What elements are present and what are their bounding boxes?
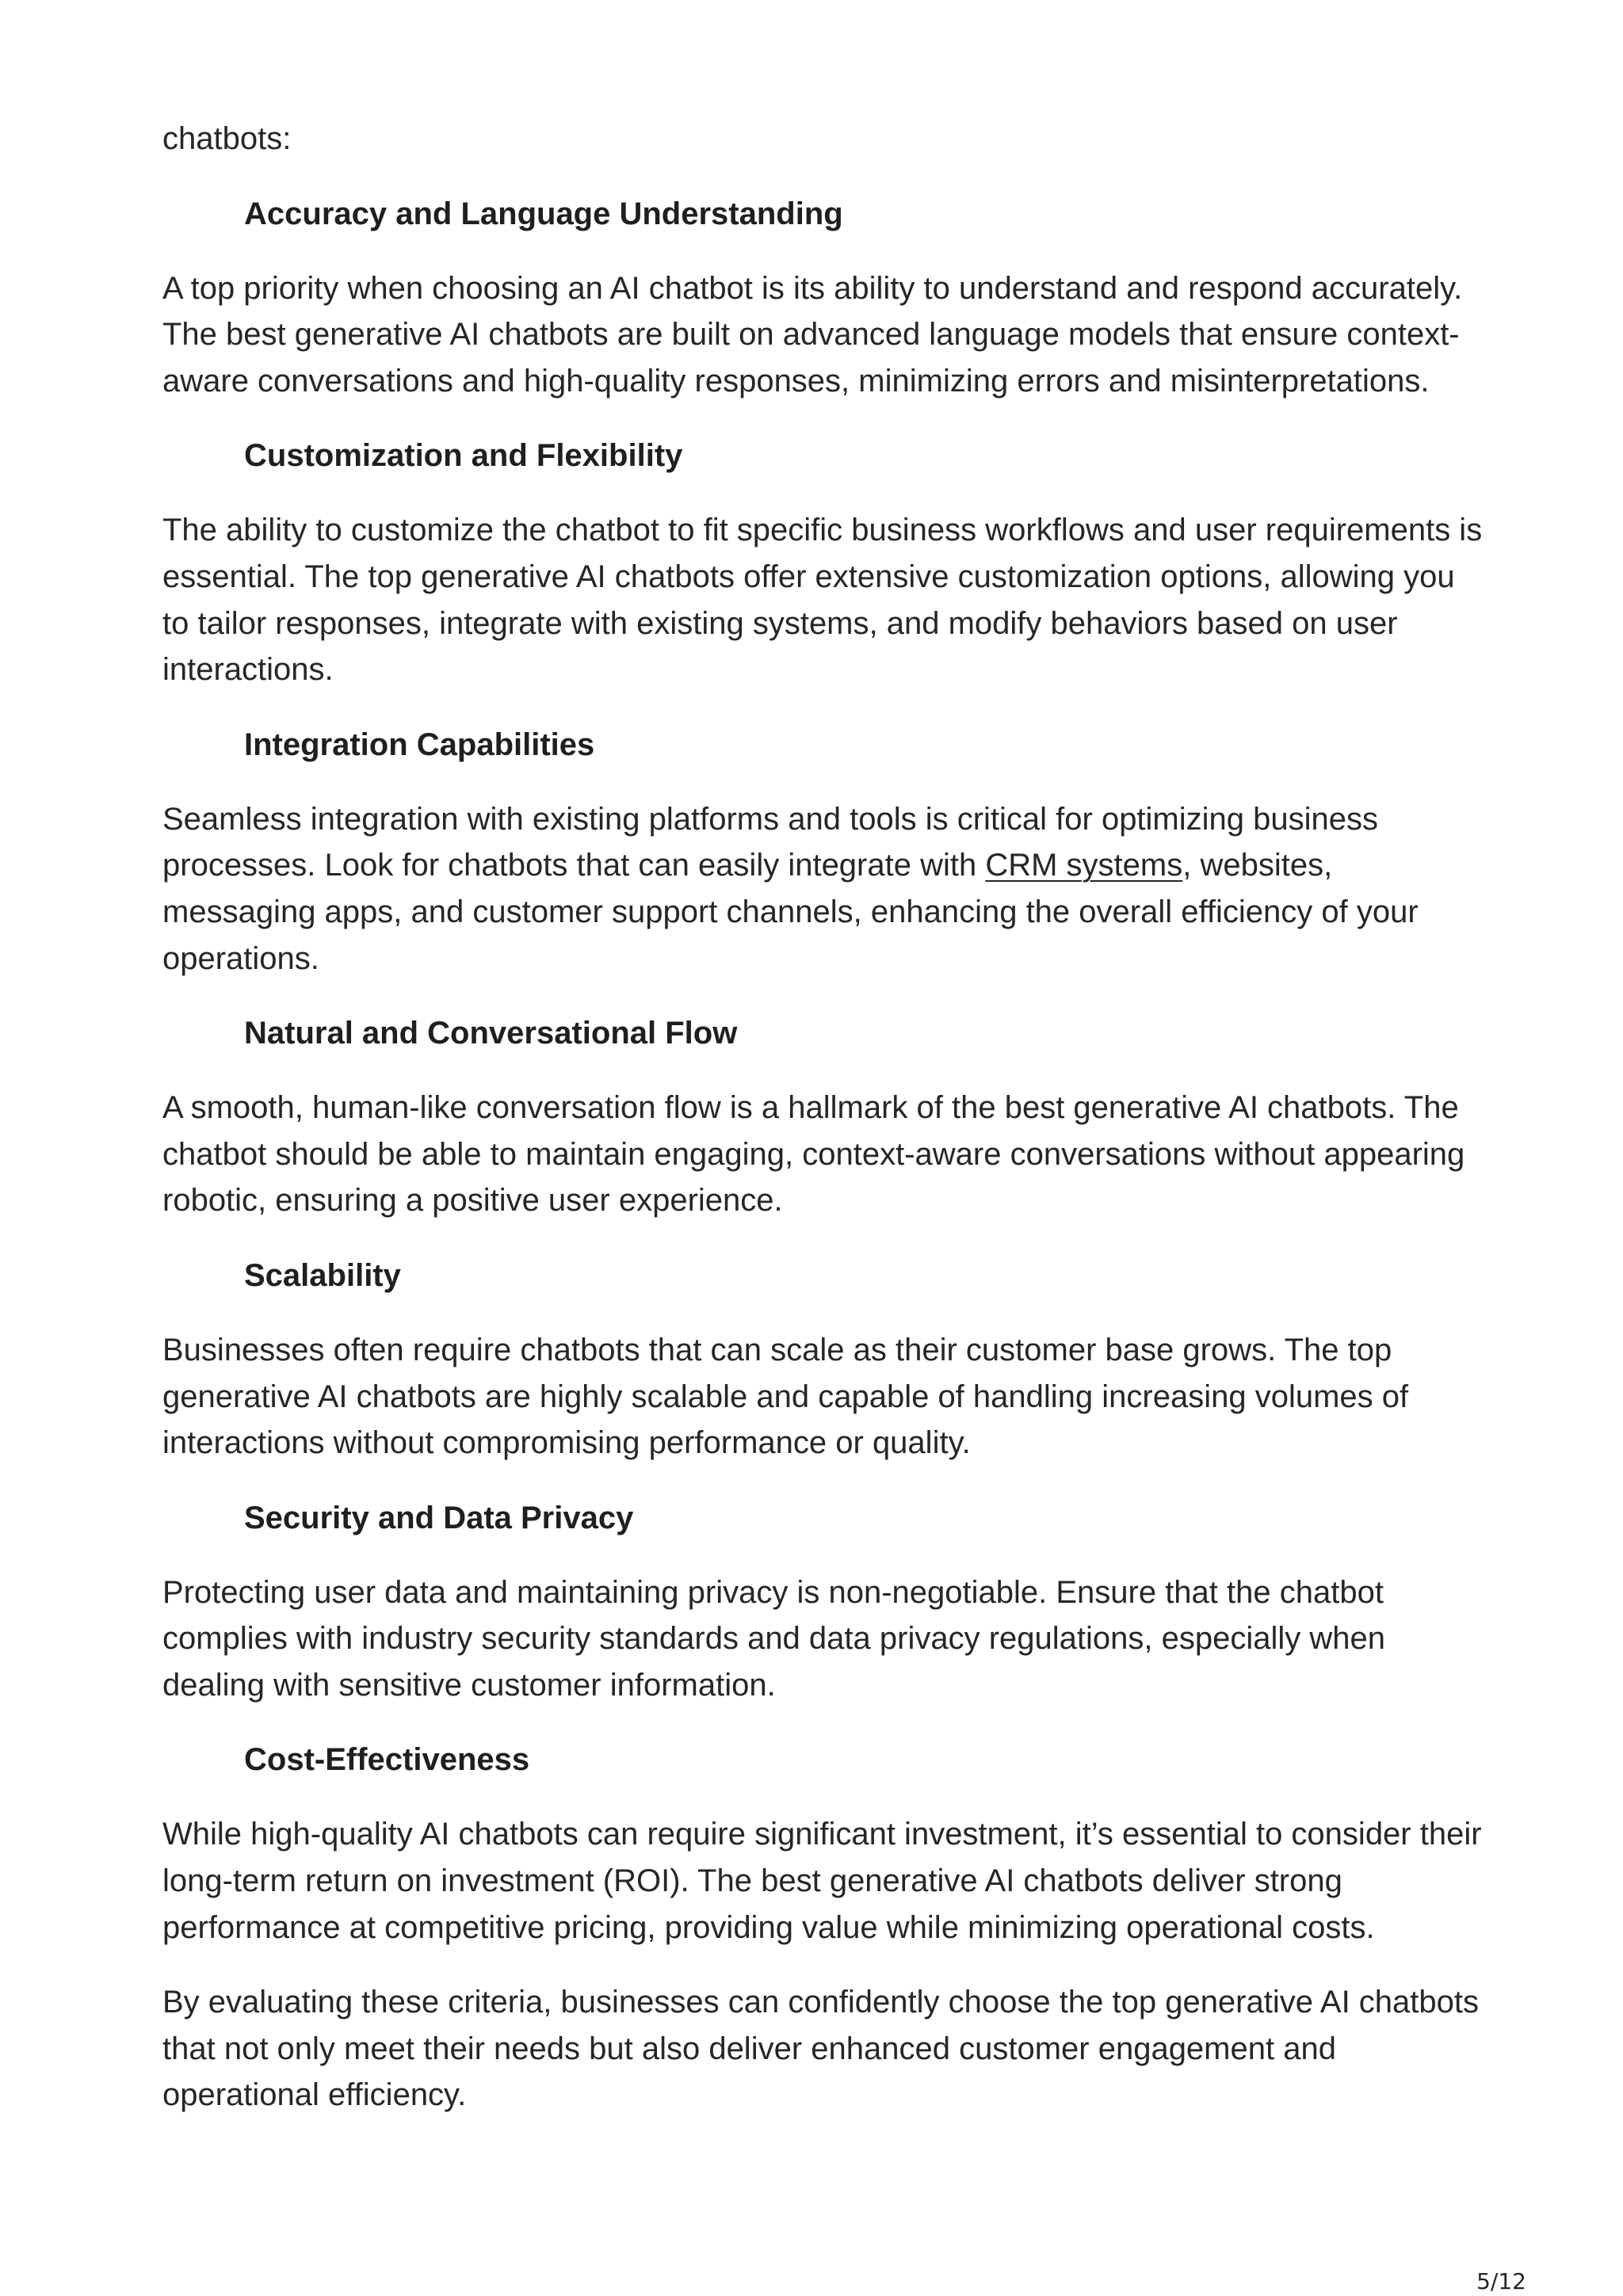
heading-conversational-flow: Natural and Conversational Flow <box>244 1016 738 1051</box>
heading-cost: Cost-Effectiveness <box>244 1742 530 1778</box>
lead-text: chatbots: <box>162 121 292 156</box>
paragraph-customization: The ability to customize the chatbot to fit specific business workflows and user requirements is essential. The top generative AI chatbots offer extensive customization options, allowing you to tailor responses, integrate with existing systems, and modify behaviors based on user interactions. <box>162 513 1483 688</box>
closing-paragraph: By evaluating these criteria, businesses can confidently choose the top generative AI chatbots that not only meet their needs but also deliver enhanced customer engagement and operational efficiency. <box>162 1985 1480 2113</box>
paragraph-scalability: Businesses often require chatbots that can scale as their customer base grows. The top generative AI chatbots are highly scalable and capable of handling increasing volumes of interactions without compromising performance or quality. <box>162 1332 1409 1461</box>
crm-systems-link[interactable]: CRM systems <box>985 848 1183 883</box>
paragraph-conversational-flow: A smooth, human-like conversation flow is a hallmark of the best generative AI chatbots. The chatbot should be able to maintain engaging, context-aware conversations without appearing robotic, ensuring a positive user experience. <box>162 1090 1465 1219</box>
paragraph-security: Protecting user data and maintaining privacy is non-negotiable. Ensure that the chatbot complies with industry security standards and data privacy regulations, especially when dealing with sensitive customer information. <box>162 1574 1385 1703</box>
heading-security: Security and Data Privacy <box>244 1500 634 1535</box>
document-body <box>162 116 1486 2147</box>
paragraph-cost: While high-quality AI chatbots can require significant investment, it’s essential to consider their long-term return on investment (ROI). The best generative AI chatbots deliver strong performance at competitive pricing, providing value while minimizing operational costs. <box>162 1817 1482 1945</box>
heading-accuracy: Accuracy and Language Understanding <box>244 196 843 231</box>
heading-scalability: Scalability <box>244 1257 401 1293</box>
heading-customization: Customization and Flexibility <box>244 438 683 474</box>
heading-integration: Integration Capabilities <box>244 727 595 762</box>
paragraph-integration-text-before: Seamless integration with existing platforms and tools is critical for optimizing business processes. Look for chatbots that can easily integrate with <box>162 801 1379 883</box>
paragraph-integration <box>162 796 1486 982</box>
paragraph-integration-text-after: , websites, messaging apps, and customer support channels, enhancing the overall efficiency of your operations. <box>162 848 1419 976</box>
page-number: 5/12 <box>1476 2268 1526 2294</box>
paragraph-accuracy: A top priority when choosing an AI chatbot is its ability to understand and respond accurately. The best generative AI chatbots are built on advanced language models that ensure context-aware conversations and high-quality responses, minimizing errors and misinterpretations. <box>162 270 1463 399</box>
